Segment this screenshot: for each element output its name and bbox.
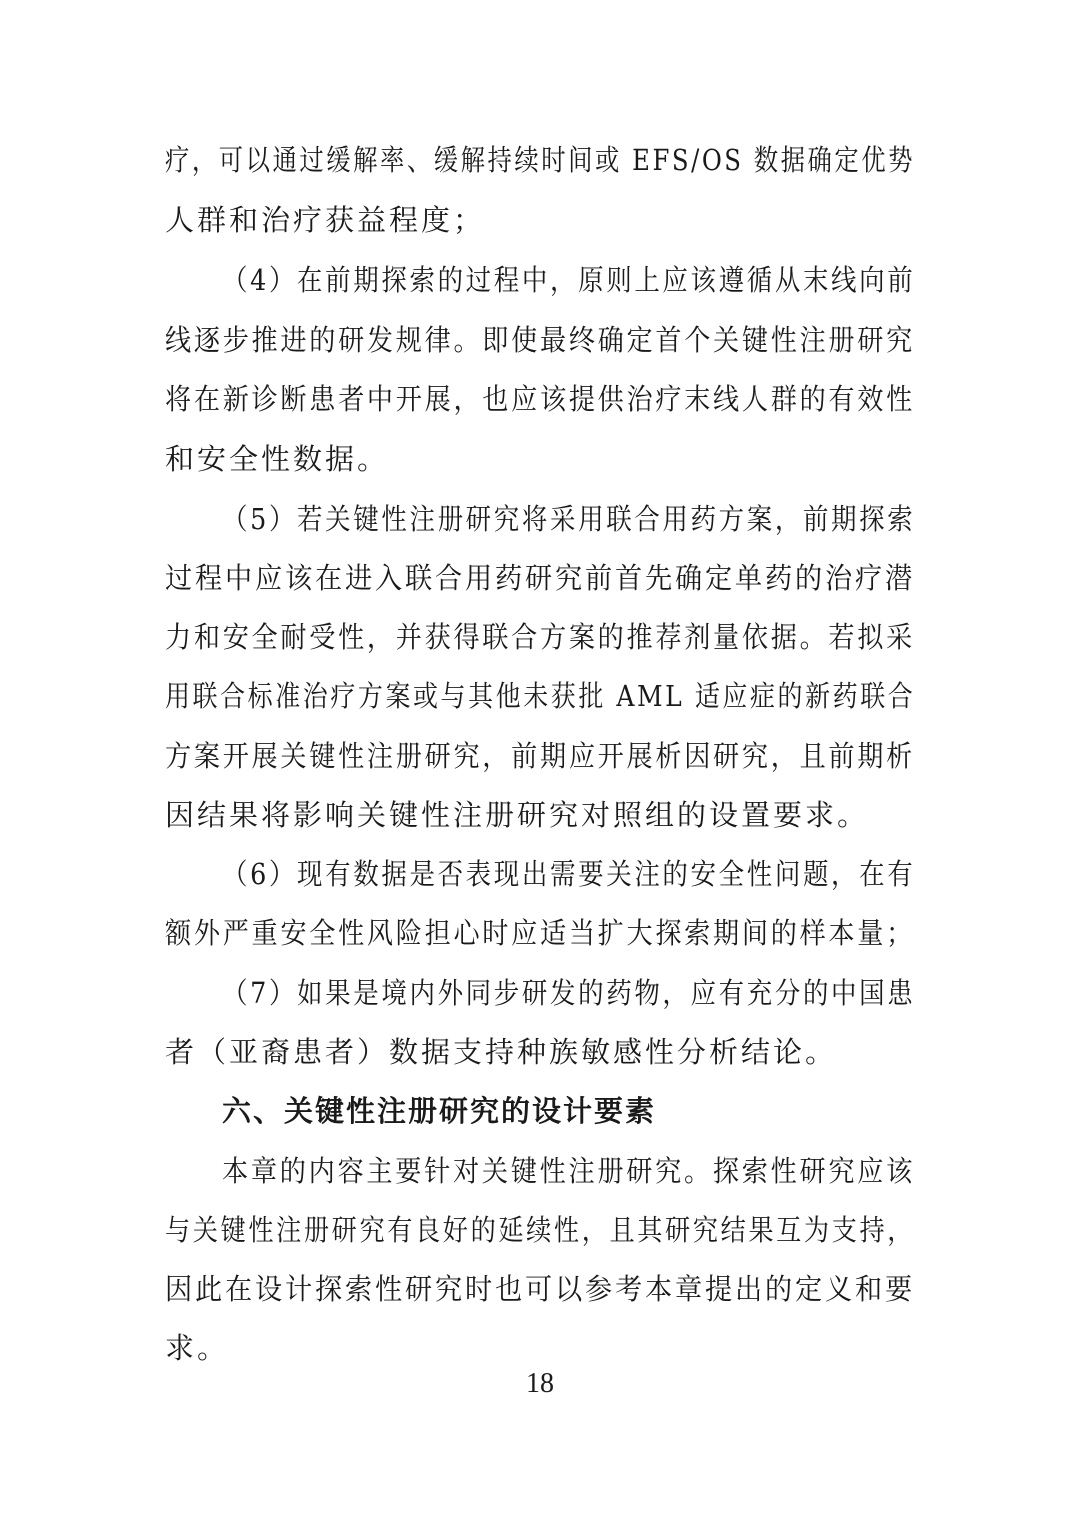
body-line: 用联合标准治疗方案或与其他未获批 AML 适应症的新药联合: [165, 679, 916, 713]
body-line: 力和安全耐受性，并获得联合方案的推荐剂量依据。若拟采: [165, 620, 915, 654]
body-line: 疗，可以通过缓解率、缓解持续时间或 EFS/OS 数据确定优势: [165, 143, 916, 177]
body-line: 将在新诊断患者中开展，也应该提供治疗末线人群的有效性: [165, 382, 915, 416]
body-line: 与关键性注册研究有良好的延续性，且其研究结果互为支持，: [165, 1213, 916, 1247]
list-item-7: （7）如果是境内外同步研发的药物，应有充分的中国患: [222, 976, 916, 1010]
body-line: 因结果将影响关键性注册研究对照组的设置要求。: [165, 798, 870, 832]
body-line: 和安全性数据。: [165, 442, 390, 476]
list-item-5: （5）若关键性注册研究将采用联合用药方案，前期探索: [222, 502, 916, 536]
body-line: 方案开展关键性注册研究，前期应开展析因研究，且前期析: [165, 739, 915, 773]
body-line: 因此在设计探索性研究时也可以参考本章提出的定义和要: [165, 1272, 916, 1306]
body-line: 过程中应该在进入联合用药研究前首先确定单药的治疗潜: [165, 561, 916, 595]
body-line: 额外严重安全性风险担心时应适当扩大探索期间的样本量；: [165, 916, 915, 950]
body-line: 人群和治疗获益程度；: [165, 203, 486, 237]
body-line: 线逐步推进的研发规律。即使最终确定首个关键性注册研究: [165, 323, 915, 357]
paragraph-start: 本章的内容主要针对关键性注册研究。探索性研究应该: [222, 1154, 915, 1188]
page-number: 18: [526, 1368, 554, 1399]
list-item-4: （4）在前期探索的过程中，原则上应该遵循从末线向前: [222, 263, 916, 297]
body-line: 者（亚裔患者）数据支持种族敏感性分析结论。: [165, 1035, 838, 1069]
list-item-6: （6）现有数据是否表现出需要关注的安全性问题，在有: [222, 857, 916, 891]
section-heading: 六、关键性注册研究的设计要素: [222, 1094, 657, 1128]
body-line: 求。: [165, 1331, 230, 1365]
